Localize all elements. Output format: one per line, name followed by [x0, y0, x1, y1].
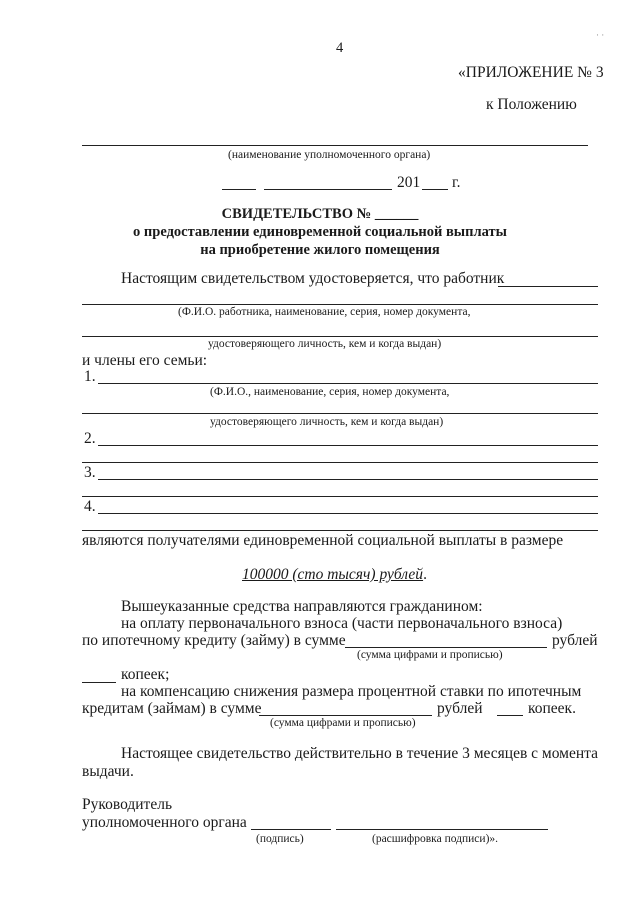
- member-3-line-1: [98, 479, 598, 480]
- organ-name-line: [82, 145, 588, 146]
- family-label: и члены его семьи:: [82, 352, 208, 369]
- member-4-line-1: [98, 513, 598, 514]
- initial-rub-label: рублей: [552, 632, 598, 649]
- certificate-subtitle-1: о предоставлении единовременной социальной выплаты: [133, 224, 507, 240]
- compensation-line-2: кредитам (займам) в сумме: [82, 700, 262, 717]
- member-1-number: 1.: [84, 368, 96, 385]
- member-3-line-2: [82, 496, 598, 497]
- date-month-line: [264, 189, 392, 190]
- head-label-1: Руководитель: [82, 796, 173, 813]
- worker-line-1: [82, 304, 598, 305]
- signature-caption: (подпись): [256, 833, 304, 845]
- compensation-rub-label: рублей: [437, 700, 483, 717]
- member-1-line-1: [98, 383, 598, 384]
- worker-caption-1: (Ф.И.О. работника, наименование, серия, номер документа,: [178, 306, 471, 318]
- member-4-number: 4.: [84, 498, 96, 515]
- initial-payment-line-2: по ипотечному кредиту (займу) в сумме: [82, 632, 346, 649]
- page-number: 4: [336, 40, 344, 56]
- initial-sum-caption: (сумма цифрами и прописью): [357, 649, 503, 661]
- initial-kop-line: [82, 682, 116, 683]
- member-3-number: 3.: [84, 464, 96, 481]
- worker-name-line: [498, 286, 598, 287]
- head-label-2: уполномоченного органа: [82, 814, 247, 831]
- member-caption-2: удостоверяющего личность, кем и когда выдан): [210, 416, 444, 428]
- compensation-kop-line: [497, 715, 523, 716]
- date-suffix: г.: [452, 174, 461, 191]
- amount-value: 100000 (сто тысяч) рублей: [242, 566, 424, 583]
- date-year-line: [422, 189, 448, 190]
- validity-line-1: Настоящее свидетельство действительно в течение 3 месяцев с момента: [121, 745, 598, 762]
- certificate-title: СВИДЕТЕЛЬСТВО № ______: [221, 206, 419, 222]
- payment-amount: [242, 566, 427, 584]
- worker-caption-2: удостоверяющего личность, кем и когда выдан): [208, 338, 442, 350]
- member-4-line-2: [82, 530, 598, 531]
- date-day-line: [222, 189, 256, 190]
- date-year: 201: [397, 174, 421, 191]
- directed-text: Вышеуказанные средства направляются гражданином:: [121, 598, 483, 615]
- amount-dot: .: [423, 566, 427, 583]
- signature-line: [251, 829, 331, 830]
- compensation-line-1: на компенсацию снижения размера процентной ставки по ипотечным: [121, 683, 582, 700]
- certificate-subtitle-2: на приобретение жилого помещения: [200, 242, 440, 258]
- worker-line-2: [82, 336, 598, 337]
- recipients-text: являются получателями единовременной социальной выплаты в размере: [82, 532, 564, 549]
- compensation-sum-line: [259, 715, 432, 716]
- decoding-line: [336, 829, 548, 830]
- member-2-line-2: [82, 462, 598, 463]
- organ-caption: (наименование уполномоченного органа): [228, 149, 431, 161]
- to-regulation-label: к Положению: [486, 96, 577, 113]
- member-2-number: 2.: [84, 430, 96, 447]
- initial-sum-line: [345, 647, 547, 648]
- scan-mark: · ·: [596, 30, 605, 40]
- member-2-line-1: [98, 445, 598, 446]
- member-1-line-2: [82, 413, 598, 414]
- appendix-heading: «ПРИЛОЖЕНИЕ № 3: [458, 64, 604, 81]
- validity-line-2: выдачи.: [82, 763, 134, 780]
- compensation-sum-caption: (сумма цифрами и прописью): [270, 717, 416, 729]
- initial-kop-label: копеек;: [121, 666, 170, 683]
- decoding-caption: (расшифровка подписи)».: [372, 833, 499, 845]
- certify-text: Настоящим свидетельством удостоверяется, что работник: [121, 270, 505, 287]
- member-caption-1: (Ф.И.О., наименование, серия, номер документа,: [210, 386, 450, 398]
- initial-payment-line-1: на оплату первоначального взноса (части первоначального взноса): [121, 615, 563, 632]
- compensation-kop-label: копеек.: [528, 700, 576, 717]
